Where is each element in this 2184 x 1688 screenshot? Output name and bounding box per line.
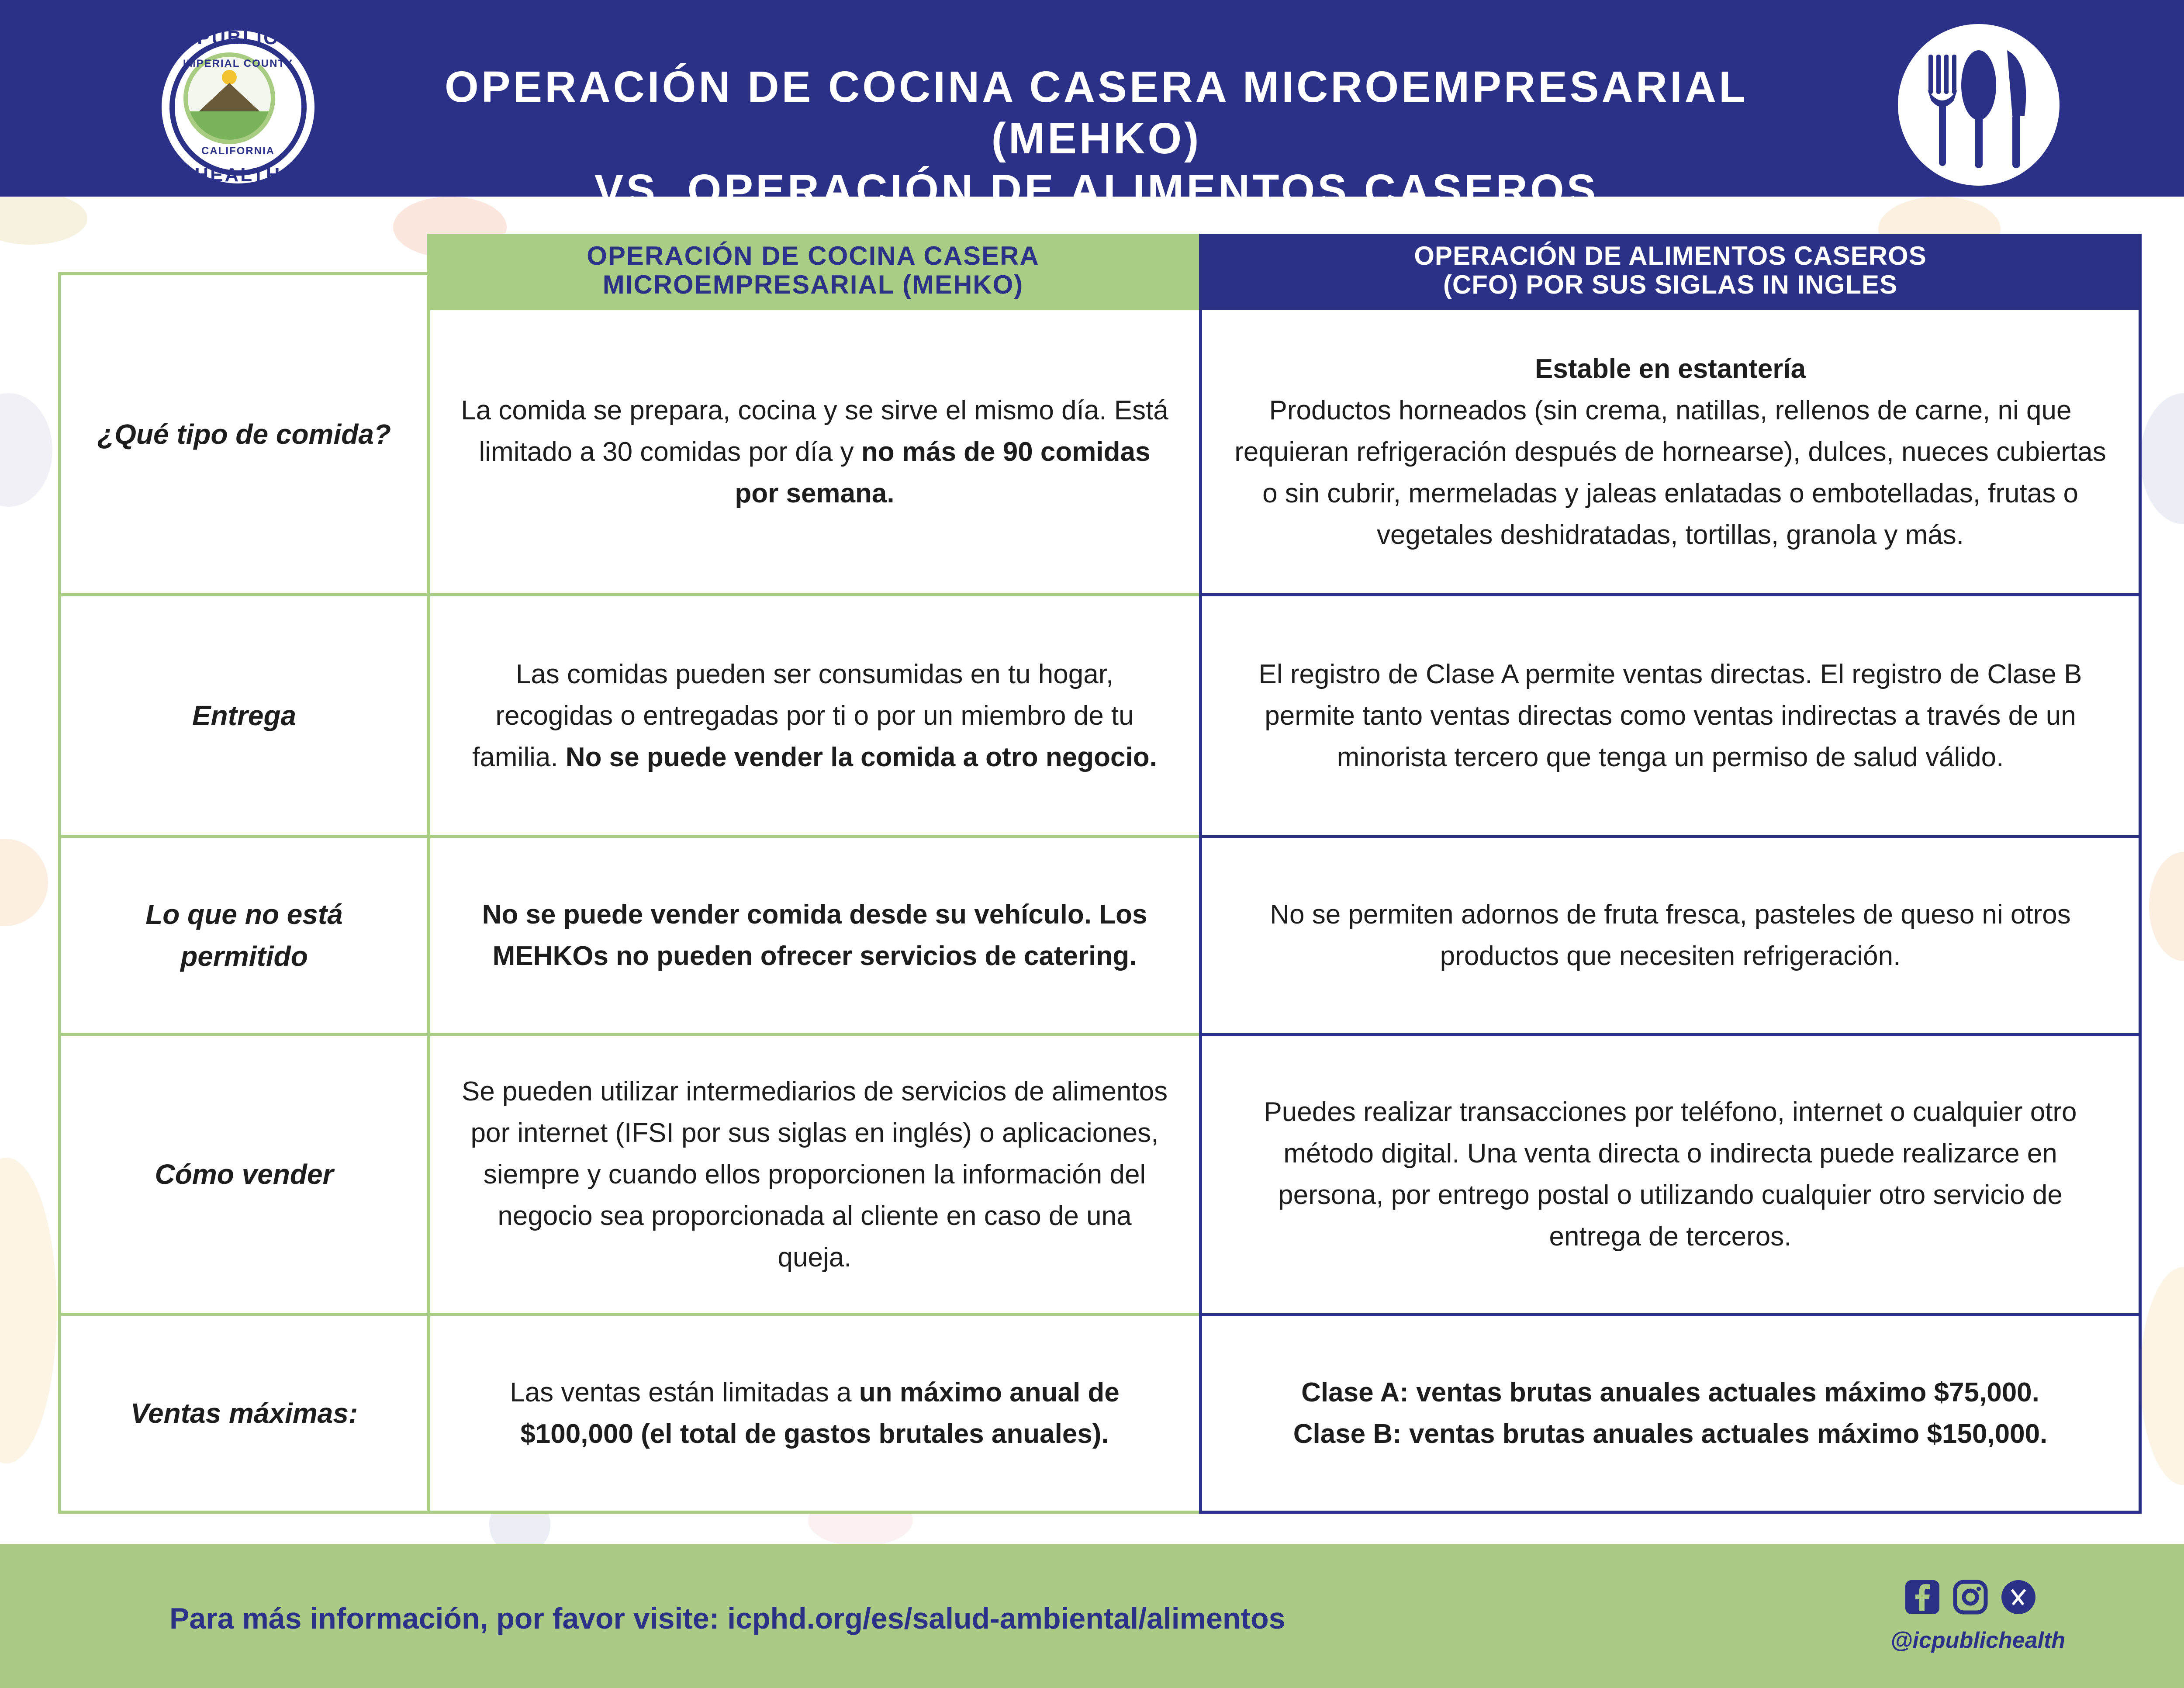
mehko-not-allowed-cell: No se puede vender comida desde su vehículo. Los MEHKOs no pueden ofrecer servicios de catering. [427, 835, 1202, 1036]
x-icon[interactable] [2001, 1579, 2036, 1615]
fork-spoon-knife-icon [1898, 24, 2060, 186]
bg-decoration [0, 1158, 57, 1463]
cfo-food-type-cell [1199, 307, 2142, 596]
page-title-line2: VS. OPERACIÓN DE ALIMENTOS CASEROS [594, 166, 1599, 214]
social-handle[interactable]: @icpublichealth [1890, 1628, 2066, 1653]
imperial-county-public-health-seal [162, 27, 314, 186]
column-header-cfo-line1: OPERACIÓN DE ALIMENTOS CASEROS [1414, 241, 1927, 270]
mehko-delivery-cell: Las comidas pueden ser consumidas en tu hogar, recogidas o entregadas por ti o por un miembro de tu familia. No se puede vender la comida a otro negocio. [427, 593, 1202, 838]
column-header-cfo-line2: (CFO) POR SUS SIGLAS IN INGLES [1443, 270, 1898, 299]
cfo-max-sales-cell [1199, 1313, 2142, 1514]
cfo-food-type-heading: Estable en estantería [1534, 353, 1806, 384]
cfo-how-to-sell-cell: Puedes realizar transacciones por teléfono, internet o cualquier otro método digital. Una venta directa o indirecta puede realizarce en persona, por entrego postal o utilizando cualquier otro servicio de entrega de terceros. [1199, 1033, 2142, 1316]
cfo-max-sales-class-a: Clase A: ventas brutas anuales actuales máximo $75,000. [1301, 1377, 2039, 1408]
bg-decoration [2149, 852, 2184, 961]
cfo-food-type-text: Productos horneados (sin crema, natillas, rellenos de carne, ni que requieran refrigeración después de hornearse), dulces, nueces cubiertas o sin cubrir, mermeladas y jaleas enlatadas o embotelladas, frutas o vegetales deshidratadas, tortillas, granola y más. [1234, 395, 2106, 550]
seal-text-california: CALIFORNIA [201, 145, 275, 157]
cfo-not-allowed-cell: No se permiten adornos de fruta fresca, pasteles de queso ni otros productos que necesiten refrigeración. [1199, 835, 2142, 1036]
cfo-delivery-cell: El registro de Clase A permite ventas directas. El registro de Clase B permite tanto ventas directas como ventas indirectas a través de un minorista tercero que tenga un permiso de salud válido. [1199, 593, 2142, 838]
page-title-line1: OPERACIÓN DE COCINA CASERA MICROEMPRESARIAL (MEHKO) [444, 62, 1749, 163]
mehko-how-to-sell-cell: Se pueden utilizar intermediarios de servicios de alimentos por internet (IFSI por sus siglas en inglés) o aplicaciones, siempre y cuando ellos proporcionen la información del negocio sea proporcionada al cliente en caso de una queja. [427, 1033, 1202, 1316]
bg-decoration [0, 192, 87, 245]
bg-decoration [2140, 1267, 2184, 1485]
mehko-food-type-cell: La comida se prepara, cocina y se sirve el mismo día. Está limitado a 30 comidas por día y no más de 90 comidas por semana. [427, 307, 1202, 596]
header-banner [0, 0, 2184, 214]
row-label-delivery: Entrega [58, 593, 430, 838]
seal-text-public: PUBLIC [197, 27, 279, 48]
bg-decoration [0, 393, 52, 507]
row-label-how-to-sell: Cómo vender [58, 1033, 430, 1316]
column-header-mehko [427, 234, 1199, 307]
bg-decoration [0, 839, 48, 926]
instagram-icon[interactable] [1952, 1579, 1988, 1615]
bg-decoration [2140, 393, 2184, 524]
row-label-not-allowed: Lo que no está permitido [58, 835, 430, 1036]
seal-text-health: HEALTH [194, 164, 282, 186]
mehko-max-sales-cell: Las ventas están limitadas a un máximo anual de $100,000 (el total de gastos brutales anuales). [427, 1313, 1202, 1514]
page-title [341, 61, 1852, 216]
row-label-food-type: ¿Qué tipo de comida? [58, 272, 430, 596]
footer-banner [0, 1544, 2184, 1688]
facebook-icon[interactable] [1904, 1579, 1940, 1615]
column-header-cfo [1199, 234, 2142, 307]
row-label-max-sales: Ventas máximas: [58, 1313, 430, 1514]
column-header-mehko-line2: MICROEMPRESARIAL (MEHKO) [602, 270, 1024, 299]
seal-text-county: IMPERIAL COUNTY [183, 58, 294, 69]
cfo-max-sales-class-b: Clase B: ventas brutas anuales actuales máximo $150,000. [1293, 1419, 2048, 1449]
column-header-mehko-line1: OPERACIÓN DE COCINA CASERA [587, 241, 1040, 270]
more-info-link[interactable]: Para más información, por favor visite: icphd.org/es/salud-ambiental/alimentos [169, 1602, 1286, 1635]
